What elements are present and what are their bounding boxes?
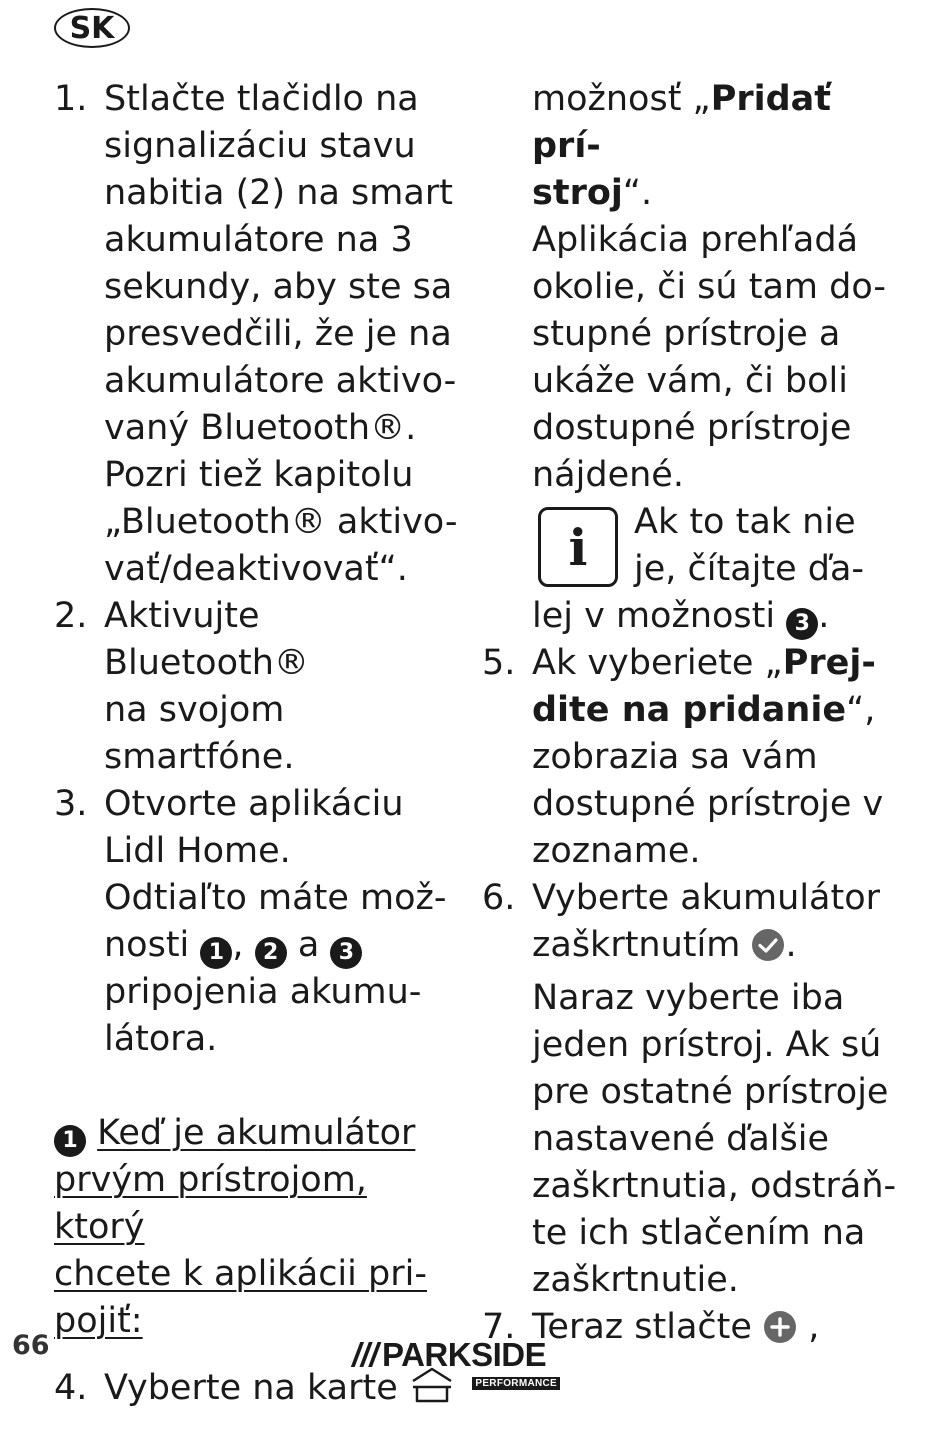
step-1-line: nabitia (2) na smart xyxy=(104,173,453,213)
option-1-heading xyxy=(54,1110,464,1345)
step-3-line: pripojenia akumu- xyxy=(104,972,422,1012)
right-column xyxy=(482,76,902,1357)
step-number: 4. xyxy=(54,1368,88,1408)
step-3 xyxy=(54,781,464,1063)
bold-text: dite na pridanie xyxy=(532,690,847,730)
step-6-line: te ich stlačením na xyxy=(532,1213,866,1253)
info-line: lej v možnosti xyxy=(532,596,776,636)
step-6-line: zaškrtnutia, odstráň- xyxy=(532,1166,897,1206)
step-6-line: pre ostatné prístroje xyxy=(532,1072,889,1112)
step-1-line: akumulátore na 3 xyxy=(104,220,413,260)
option-3-marker: 3 xyxy=(330,937,362,969)
and-text: a xyxy=(297,925,320,965)
info-icon: i xyxy=(538,507,618,587)
info-line: je, čítajte ďa- xyxy=(634,549,865,589)
step-1-line: Stlačte tlačidlo na xyxy=(104,79,419,119)
step-1-line: sekundy, aby ste sa xyxy=(104,267,453,307)
text: “, xyxy=(846,690,876,730)
step-6-line: Vyberte akumulátor xyxy=(532,878,881,918)
step-number: 2. xyxy=(54,596,88,636)
bold-text: Pridať prí- xyxy=(532,79,832,166)
step-3-line: Otvorte aplikáciu xyxy=(104,784,404,824)
step-3-options-line xyxy=(104,922,464,969)
parkside-logo xyxy=(352,1337,562,1393)
step-4-line: Aplikácia prehľadá xyxy=(532,220,859,260)
step-1-line: akumulátore aktivo- xyxy=(104,361,457,401)
option-1-heading-line: prvým prístrojom, ktorý xyxy=(54,1160,367,1247)
option-1-heading-line: pojiť: xyxy=(54,1301,143,1341)
step-number: 7. xyxy=(482,1307,516,1347)
option-1-marker: 1 xyxy=(200,937,232,969)
step-number: 5. xyxy=(482,643,516,683)
step-number: 3. xyxy=(54,784,88,824)
step-3-line: Lidl Home. xyxy=(104,831,291,871)
step-1-line: vaný Bluetooth®. xyxy=(104,408,417,448)
bold-text: Prej- xyxy=(782,643,876,683)
plus-circle-icon xyxy=(763,1310,797,1357)
step-4-continuation xyxy=(482,76,902,499)
step-4-line: stupné prístroje a xyxy=(532,314,841,354)
step-1-line: „Bluetooth® aktivo- xyxy=(104,502,458,542)
step-2-line: na svojom smartfóne. xyxy=(104,690,295,777)
text: “. xyxy=(622,173,653,213)
bold-text: stroj xyxy=(532,173,623,213)
step-number: 1. xyxy=(54,79,88,119)
step-4-line: okolie, či sú tam do- xyxy=(532,267,887,307)
step-6-line: Naraz vyberte iba xyxy=(532,978,845,1018)
step-5-line: dostupné prístroje v xyxy=(532,784,884,824)
step-5-line: zobrazia sa vám xyxy=(532,737,818,777)
option-1-heading-line: chcete k aplikácii pri- xyxy=(54,1254,427,1294)
step-3-line: látora. xyxy=(104,1019,218,1059)
text: zaškrtnutím xyxy=(532,925,741,965)
step-5 xyxy=(482,640,902,875)
step-2-line: Aktivujte Bluetooth® xyxy=(104,596,309,683)
option-1-heading-line: Keď je akumulátor xyxy=(97,1113,416,1153)
step-1-line: signalizáciu stavu xyxy=(104,126,416,166)
step-1 xyxy=(54,76,464,593)
step-4-line: nájdené. xyxy=(532,455,684,495)
option-2-marker: 2 xyxy=(255,937,287,969)
language-badge: SK xyxy=(54,8,130,48)
step-4-line: ukáže vám, či boli xyxy=(532,361,848,401)
separator: , xyxy=(232,925,244,965)
text: . xyxy=(785,925,797,965)
step-7-text: Teraz stlačte xyxy=(532,1307,752,1347)
left-column xyxy=(54,76,464,1418)
step-6-line: zaškrtnutie. xyxy=(532,1260,739,1300)
step-1-line: presvedčili, že je na xyxy=(104,314,452,354)
logo-subline: PERFORMANCE xyxy=(472,1377,560,1390)
step-6-line: jeden prístroj. Ak sú xyxy=(532,1025,882,1065)
option-3-marker: 3 xyxy=(786,608,818,640)
step-number: 6. xyxy=(482,878,516,918)
page-number: 66 xyxy=(12,1330,50,1361)
text: , xyxy=(808,1307,820,1347)
info-line: Ak to tak nie xyxy=(634,502,856,542)
text: Ak vyberiete „ xyxy=(532,643,783,683)
text: . xyxy=(818,596,830,636)
step-1-line: Pozri tiež kapitolu xyxy=(104,455,414,495)
logo-slashes: /// xyxy=(352,1336,379,1373)
text: možnosť „ xyxy=(532,79,711,119)
step-1-line: vať/deaktivovať“. xyxy=(104,549,408,589)
option-1-marker: 1 xyxy=(54,1125,86,1157)
options-text: nosti xyxy=(104,925,190,965)
step-2 xyxy=(54,593,464,781)
step-5-line: zozname. xyxy=(532,831,701,871)
checkmark-circle-icon xyxy=(751,928,785,975)
step-6-line: nastavené ďalšie xyxy=(532,1119,830,1159)
step-3-line: Odtiaľto máte mož- xyxy=(104,878,447,918)
logo-wordmark: PARKSIDE xyxy=(382,1336,547,1373)
step-4-line: dostupné prístroje xyxy=(532,408,852,448)
step-6 xyxy=(482,875,902,1304)
info-note xyxy=(482,499,902,640)
step-4-text: Vyberte na karte xyxy=(104,1368,398,1408)
